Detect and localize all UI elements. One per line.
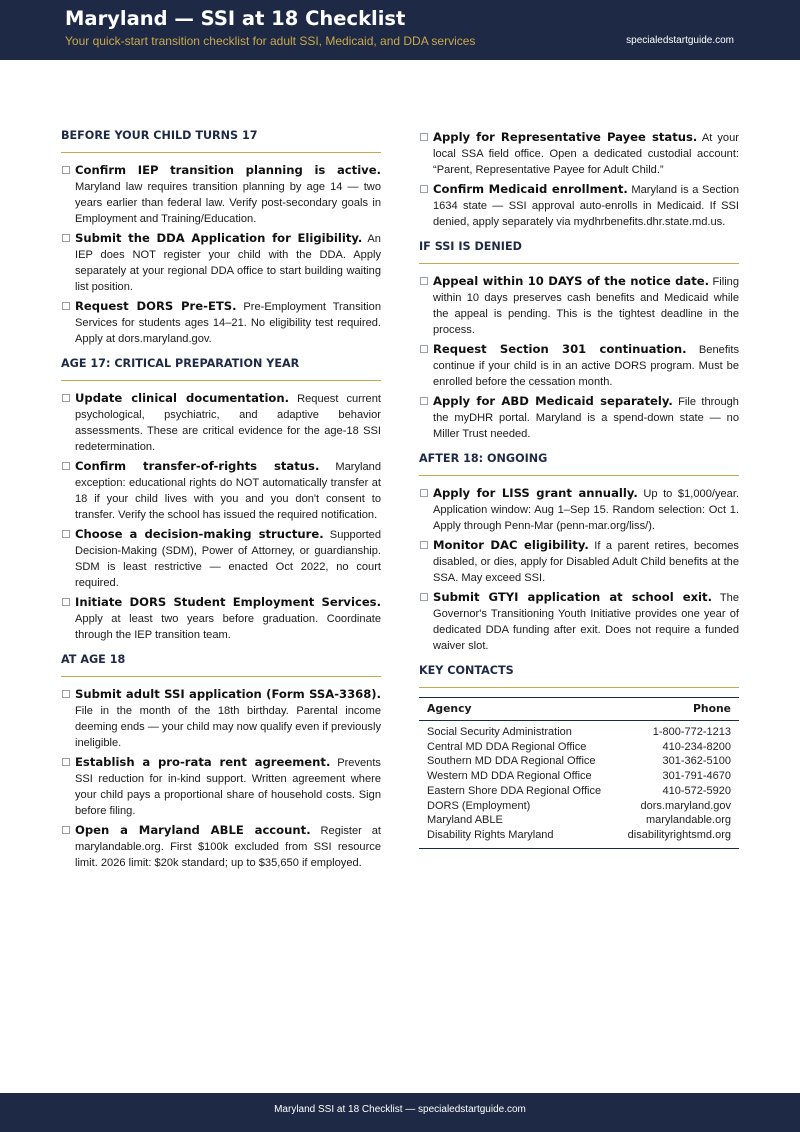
checklist-item-title: Request Section 301 continuation. bbox=[433, 342, 687, 356]
checklist-item bbox=[61, 822, 381, 871]
contact-phone: 1-800-772-1213 bbox=[652, 726, 731, 738]
checkbox-icon[interactable] bbox=[62, 166, 70, 174]
checkbox-icon[interactable] bbox=[420, 277, 428, 285]
checkbox-icon[interactable] bbox=[420, 489, 428, 497]
page-footer bbox=[0, 1093, 800, 1132]
checkbox-icon[interactable] bbox=[62, 530, 70, 538]
checklist-item bbox=[61, 526, 381, 591]
right-column bbox=[419, 129, 739, 849]
contact-phone: 410-572-5920 bbox=[662, 784, 731, 797]
checklist-item-title: Apply for Representative Payee status. bbox=[433, 130, 698, 144]
checklist-item bbox=[61, 230, 381, 295]
page-title: Maryland — SSI at 18 Checklist bbox=[65, 7, 406, 30]
checkbox-icon[interactable] bbox=[62, 394, 70, 402]
contact-phone: 301-791-4670 bbox=[662, 770, 731, 783]
checklist-item-title: Initiate DORS Student Employment Services. bbox=[75, 595, 381, 609]
checklist-item-text: Benefits continue if your child is in an active DORS program. Must be enrolled before the cessation month. bbox=[433, 344, 739, 388]
checklist-item-title: Submit GTYI application at school exit. bbox=[433, 590, 712, 604]
contact-phone: marylandable.org bbox=[646, 814, 731, 827]
checklist-item-title: Confirm Medicaid enrollment. bbox=[433, 182, 628, 196]
checklist-item-text: Maryland is a Section 1634 state — SSI approval auto-enrolls in Medicaid. If SSI denied, apply separately via mydhrbenefits.dhr.state.md.us. bbox=[433, 184, 739, 228]
checklist-item-text: Maryland law requires transition planning by age 14 — two years earlier than federal law. Verify post-secondary goals in Employment and Training/Education. bbox=[75, 181, 381, 225]
contact-row bbox=[419, 784, 739, 799]
page-subtitle: Your quick-start transition checklist for adult SSI, Medicaid, and DDA services bbox=[65, 34, 476, 48]
checklist-item bbox=[419, 485, 739, 534]
checklist bbox=[419, 485, 739, 654]
contact-agency: Western MD DDA Regional Office bbox=[427, 770, 592, 783]
checklist-item-title: Choose a decision-making structure. bbox=[75, 527, 324, 541]
checkbox-icon[interactable] bbox=[62, 302, 70, 310]
checklist-item-text: The Governor's Transitioning Youth Initiative provides one year of dedicated DDA funding after exit. Does not require a funded waiver slot. bbox=[433, 592, 739, 652]
checklist-item-text: At your local SSA field office. Open a dedicated custodial account: “Parent, Representative Payee for Adult Child.” bbox=[433, 132, 739, 176]
checklist-item-title: Establish a pro-rata rent agreement. bbox=[75, 755, 331, 769]
checklist-item-title: Monitor DAC eligibility. bbox=[433, 538, 589, 552]
checklist-item bbox=[61, 594, 381, 643]
checkbox-icon[interactable] bbox=[420, 345, 428, 353]
section-heading-before-your-child-turns-17: BEFORE YOUR CHILD TURNS 17 bbox=[61, 129, 381, 153]
checklist-item-text: Register at marylandable.org. First $100k excluded from SSI resource limit. 2026 limit: $20k standard; up to $35,650 if employed. bbox=[75, 825, 381, 869]
checkbox-icon[interactable] bbox=[62, 690, 70, 698]
section-heading-if-ssi-is-denied: IF SSI IS DENIED bbox=[419, 240, 739, 264]
checklist bbox=[61, 686, 381, 871]
key-contacts-table bbox=[419, 697, 739, 849]
contact-agency: Southern MD DDA Regional Office bbox=[427, 755, 596, 768]
checklist-item bbox=[419, 273, 739, 338]
checklist-item-text: Supported Decision-Making (SDM), Power of Attorney, or guardianship. SDM is least restrictive — enacted Oct 2022, no court required. bbox=[75, 529, 381, 589]
checklist-item-title: Submit the DDA Application for Eligibility. bbox=[75, 231, 363, 245]
checklist-item-text: Filing within 10 days preserves cash benefits and Medicaid while the appeal is pending. This is the tightest deadline in the process. bbox=[433, 276, 739, 336]
checklist-item bbox=[61, 298, 381, 347]
header-site-link[interactable]: specialedstartguide.com bbox=[626, 35, 734, 46]
checklist-item-text: File in the month of the 18th birthday. Parental income deeming ends — your child may now qualify even if previously ineligible. bbox=[75, 705, 381, 749]
checklist-item bbox=[419, 341, 739, 390]
contact-agency: DORS (Employment) bbox=[427, 799, 531, 812]
checklist bbox=[61, 162, 381, 347]
contact-agency: Social Security Administration bbox=[427, 726, 572, 738]
checkbox-icon[interactable] bbox=[420, 397, 428, 405]
contact-row bbox=[419, 740, 739, 755]
checklist-item bbox=[61, 686, 381, 751]
checklist-item-text: An IEP does NOT register your child with the DDA. Apply separately at your regional DDA office to start building waiting list position. bbox=[75, 233, 381, 293]
checklist-item-text: Request current psychological, psychiatric, and adaptive behavior assessments. These are critical evidence for the age-18 SSI redetermination. bbox=[75, 393, 381, 453]
checklist-item bbox=[419, 129, 739, 178]
checklist-item bbox=[419, 393, 739, 442]
checklist-item bbox=[419, 537, 739, 586]
checklist bbox=[419, 273, 739, 442]
checklist-item bbox=[419, 181, 739, 230]
left-column bbox=[61, 129, 381, 881]
contact-phone: dors.maryland.gov bbox=[640, 799, 731, 812]
checkbox-icon[interactable] bbox=[62, 826, 70, 834]
contact-agency: Eastern Shore DDA Regional Office bbox=[427, 784, 602, 797]
checklist-item bbox=[61, 754, 381, 819]
contact-row bbox=[419, 813, 739, 828]
checkbox-icon[interactable] bbox=[62, 758, 70, 766]
contacts-col-phone: Phone bbox=[616, 698, 739, 721]
right-column-sections bbox=[419, 129, 739, 654]
checkbox-icon[interactable] bbox=[420, 185, 428, 193]
checklist-item-title: Open a Maryland ABLE account. bbox=[75, 823, 311, 837]
checklist-item-text: Maryland exception: educational rights do NOT automatically transfer at 18 if your child lives with you and you don't consent to transfer. Verify the school has issued the required notification. bbox=[75, 461, 381, 521]
checklist-item-text: Apply at least two years before graduation. Coordinate through the IEP transition team. bbox=[75, 613, 381, 641]
checkbox-icon[interactable] bbox=[420, 541, 428, 549]
checklist bbox=[419, 129, 739, 230]
checklist-item-title: Apply for ABD Medicaid separately. bbox=[433, 394, 673, 408]
contact-phone: 301-362-5100 bbox=[662, 755, 731, 768]
contact-agency: Disability Rights Maryland bbox=[427, 828, 554, 841]
checklist-item-title: Submit adult SSI application (Form SSA-3368). bbox=[75, 687, 381, 701]
checklist-item-text: If a parent retires, becomes disabled, or dies, apply for Disabled Adult Child benefits at the SSA. May exceed SSI. bbox=[433, 540, 739, 584]
checklist-item-text: Pre-Employment Transition Services for students ages 14–21. No eligibility test required. Apply at dors.maryland.gov. bbox=[75, 301, 381, 345]
contact-row bbox=[419, 828, 739, 848]
checkbox-icon[interactable] bbox=[62, 598, 70, 606]
checklist-item-title: Update clinical documentation. bbox=[75, 391, 290, 405]
contacts-col-agency: Agency bbox=[419, 698, 616, 721]
section-heading-at-age-18: AT AGE 18 bbox=[61, 653, 381, 677]
checklist-item-title: Request DORS Pre-ETS. bbox=[75, 299, 237, 313]
contact-row bbox=[419, 769, 739, 784]
contact-row bbox=[419, 754, 739, 769]
checklist bbox=[61, 390, 381, 643]
footer-text: Maryland SSI at 18 Checklist — specialedstartguide.com bbox=[274, 1104, 526, 1115]
checklist-item bbox=[61, 390, 381, 455]
contact-row bbox=[419, 721, 739, 740]
checklist-item-title: Confirm transfer-of-rights status. bbox=[75, 459, 320, 473]
checklist-item bbox=[61, 458, 381, 523]
section-heading-key-contacts: KEY CONTACTS bbox=[419, 664, 739, 688]
checklist-item-text: File through the myDHR portal. Maryland is a spend-down state — no Miller Trust needed. bbox=[433, 396, 739, 440]
contact-phone: disabilityrightsmd.org bbox=[627, 828, 731, 841]
checklist-item-text: Prevents SSI reduction for in-kind support. Written agreement where your child pays a proportional share of household costs. Sign before filing. bbox=[75, 757, 381, 817]
checklist-item-title: Apply for LISS grant annually. bbox=[433, 486, 638, 500]
contact-agency: Central MD DDA Regional Office bbox=[427, 740, 587, 753]
section-heading-age-17-critical-preparation-year: AGE 17: CRITICAL PREPARATION YEAR bbox=[61, 357, 381, 381]
contact-phone: 410-234-8200 bbox=[662, 740, 731, 753]
page-header bbox=[0, 0, 800, 60]
section-heading-after-18-ongoing: AFTER 18: ONGOING bbox=[419, 452, 739, 476]
checklist-item-title: Confirm IEP transition planning is active. bbox=[75, 163, 381, 177]
checkbox-icon[interactable] bbox=[62, 462, 70, 470]
contacts-header-row bbox=[419, 698, 739, 721]
contact-agency: Maryland ABLE bbox=[427, 814, 503, 827]
checkbox-icon[interactable] bbox=[62, 234, 70, 242]
contacts-body bbox=[419, 721, 739, 849]
checklist-item bbox=[61, 162, 381, 227]
checklist-item-title: Appeal within 10 DAYS of the notice date. bbox=[433, 274, 710, 288]
contact-row bbox=[419, 799, 739, 814]
checklist-item bbox=[419, 589, 739, 654]
checkbox-icon[interactable] bbox=[420, 593, 428, 601]
checkbox-icon[interactable] bbox=[420, 133, 428, 141]
checklist-item-text: Up to $1,000/year. Application window: Aug 1–Sep 15. Random selection: Oct 1. Apply through Penn-Mar (penn-mar.org/liss/). bbox=[433, 488, 740, 532]
